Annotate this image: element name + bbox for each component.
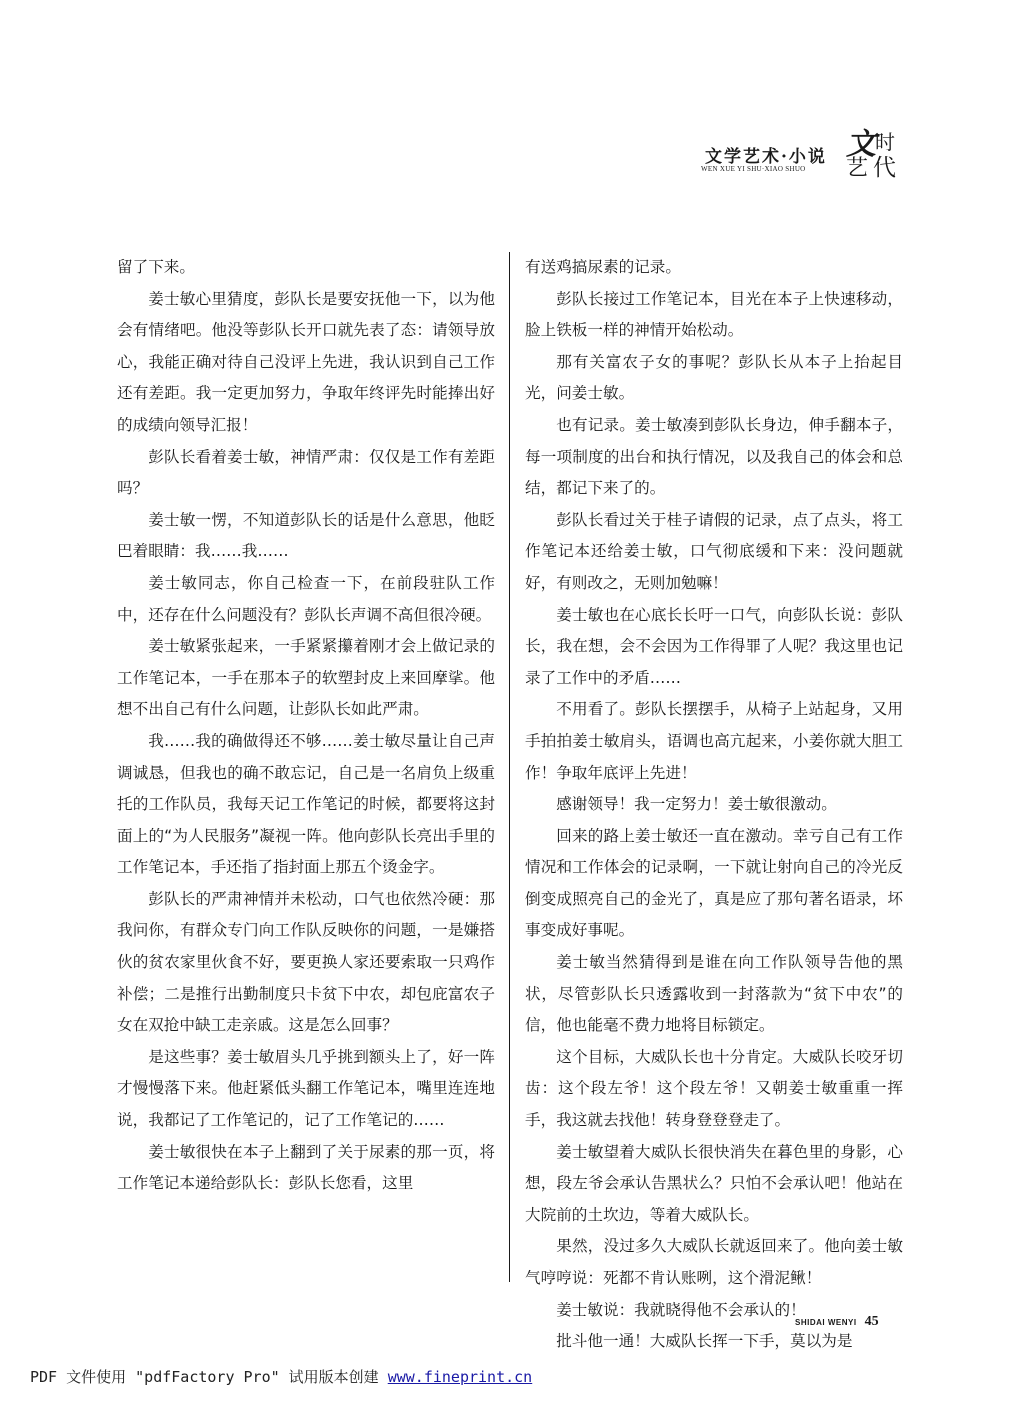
pdf-note-text: PDF 文件使用 "pdfFactory Pro" 试用版本创建 [30, 1368, 379, 1386]
paragraph: 感谢领导！我一定努力！姜士敏很激动。 [556, 795, 837, 814]
page-number: 45 [864, 1314, 879, 1329]
logo-char-wen: 文 [846, 127, 876, 162]
paragraph: 我……我的确做得还不够……姜士敏尽量让自己声调诚恳，但我也的确不敢忘记，自己是一名肩负上级重托的工作队员，我每天记工作笔记的时候，都要将这封面上的“为人民服务”凝视一阵。他向彭队长亮出手里的工作笔记本，手还指了指封面上那五个烫金字。 [117, 731, 495, 877]
section-title: 文学艺术·小说 [705, 147, 827, 167]
paragraph: 那有关富农子女的事呢？彭队长从本子上抬起目光，问姜士敏。 [525, 352, 903, 403]
journal-logo [844, 127, 900, 181]
pdf-watermark-note [30, 1366, 532, 1387]
column-divider [509, 252, 510, 1282]
paragraph: 不用看了。彭队长摆摆手，从椅子上站起身，又用手拍拍姜士敏肩头，语调也高亢起来，小姜你就大胆工作！争取年底评上先进！ [525, 700, 903, 782]
paragraph: 果然，没过多久大威队长就返回来了。他向姜士敏气哼哼说：死都不肯认账咧，这个滑泥鳅！ [525, 1237, 903, 1287]
footer-brand: SHIDAI WENYI [795, 1318, 857, 1327]
paragraph: 姜士敏很快在本子上翻到了关于尿素的那一页，将工作笔记本递给彭队长：彭队长您看，这里 [117, 1142, 495, 1193]
paragraph: 留了下来。 [117, 258, 195, 276]
fineprint-link[interactable]: www.fineprint.cn [387, 1368, 533, 1386]
paragraph: 批斗他一通！大威队长挥一下手，莫以为是 [556, 1332, 853, 1351]
paragraph: 姜士敏望着大威队长很快消失在暮色里的身影，心想，段左爷会承认告黑状么？只怕不会承认吧！他站在大院前的土坎边，等着大威队长。 [525, 1142, 903, 1224]
paragraph: 姜士敏说：我就晓得他不会承认的！ [556, 1300, 806, 1319]
paragraph: 回来的路上姜士敏还一直在激动。幸亏自己有工作情况和工作体会的记录啊，一下就让射向自己的冷光反倒变成照亮自己的金光了，真是应了那句著名语录，坏事变成好事呢。 [525, 826, 903, 940]
paragraph: 姜士敏一愣，不知道彭队长的话是什么意思，他眨巴着眼睛：我……我…… [117, 510, 495, 561]
paragraph: 彭队长的严肃神情并未松动，口气也依然冷硬：那我问你，有群众专门向工作队反映你的问题，一是嫌搭伙的贫农家里伙食不好，要更换人家还要索取一只鸡作补偿；二是推行出勤制度只卡贫下中农，却包庇富农子女在双抢中缺工走亲戚。这是怎么回事？ [117, 889, 495, 1035]
paragraph: 彭队长看过关于桂子请假的记录，点了点头，将工作笔记本还给姜士敏，口气彻底缓和下来：没问题就好，有则改之，无则加勉嘛！ [525, 510, 903, 592]
paragraph: 姜士敏心里猜度，彭队长是要安抚他一下，以为他会有情绪吧。他没等彭队长开口就先表了态：请领导放心，我能正确对待自己没评上先进，我认识到自己工作还有差距。我一定更加努力，争取年终评先时能捧出好的成绩向领导汇报！ [117, 289, 495, 434]
logo-char-yi: 艺 [846, 156, 869, 181]
paragraph: 这个目标，大威队长也十分肯定。大威队长咬牙切齿：这个段左爷！这个段左爷！又朝姜士敏重重一挥手，我这就去找他！转身登登登走了。 [525, 1047, 903, 1130]
paragraph: 也有记录。姜士敏凑到彭队长身边，伸手翻本子，每一项制度的出台和执行情况，以及我自己的体会和总结，都记下来了的。 [525, 415, 903, 498]
paragraph: 彭队长看着姜士敏，神情严肃：仅仅是工作有差距吗？ [117, 447, 495, 498]
logo-char-shi: 时 [875, 130, 895, 154]
journal-header [680, 128, 910, 188]
paragraph: 姜士敏紧张起来，一手紧紧攥着刚才会上做记录的工作笔记本，一手在那本子的软塑封皮上来回摩挲。他想不出自己有什么问题，让彭队长如此严肃。 [117, 637, 495, 719]
paragraph: 是这些事？姜士敏眉头几乎挑到额头上了，好一阵才慢慢落下来。他赶紧低头翻工作笔记本，嘴里连连地说，我都记了工作笔记的，记了工作笔记的…… [117, 1047, 495, 1130]
paragraph: 有送鸡搞尿素的记录。 [525, 258, 681, 276]
paragraph: 彭队长接过工作笔记本，目光在本子上快速移动，脸上铁板一样的神情开始松动。 [525, 289, 903, 340]
section-subtitle: WEN XUE YI SHU·XIAO SHUO [701, 165, 806, 173]
left-column [117, 252, 495, 1200]
right-column [525, 252, 903, 1358]
paragraph: 姜士敏也在心底长长吁一口气，向彭队长说：彭队长，我在想，会不会因为工作得罪了人呢？我这里也记录了工作中的矛盾…… [525, 605, 903, 687]
paragraph: 姜士敏同志，你自己检查一下，在前段驻队工作中，还存在什么问题没有？彭队长声调不高但很冷硬。 [117, 573, 495, 624]
paragraph: 姜士敏当然猜得到是谁在向工作队领导告他的黑状，尽管彭队长只透露收到一封落款为“贫下中农”的信，他也能毫不费力地将目标锁定。 [525, 953, 903, 1035]
page-footer [795, 1310, 879, 1330]
logo-char-dai: 代 [873, 155, 896, 181]
